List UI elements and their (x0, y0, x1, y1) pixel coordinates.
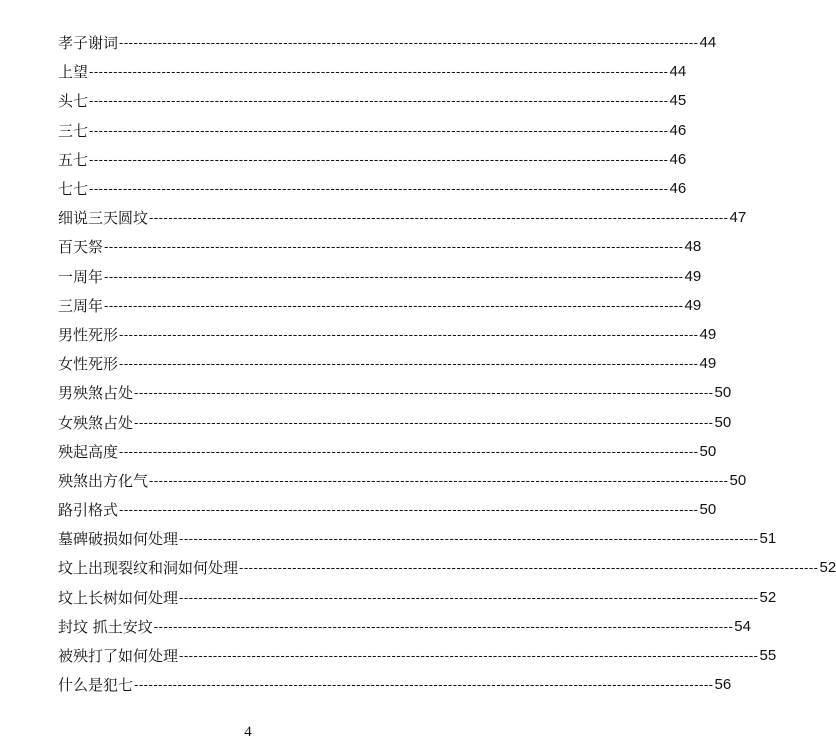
toc-entry-page: 46 (669, 121, 687, 139)
toc-entry-title: 五七 (58, 150, 89, 169)
toc-entry (58, 320, 717, 349)
toc-entry-title: 什么是犯七 (58, 676, 134, 695)
toc-entry-title: 女性死形 (58, 355, 119, 374)
toc-entry (58, 86, 687, 115)
toc-entry-title: 头七 (58, 92, 89, 111)
toc-entry (58, 437, 717, 466)
toc-entry-title: 封坟 抓土安坟 (58, 617, 153, 636)
toc-entry-page: 49 (699, 355, 717, 373)
toc-entry-title: 男性死形 (58, 325, 119, 344)
toc-entry (58, 670, 732, 699)
toc-entry (58, 57, 687, 86)
toc-entry-page: 52 (819, 559, 836, 577)
toc-entry-page: 50 (699, 501, 717, 519)
toc-entry-title: 女殃煞占处 (58, 413, 134, 432)
toc-entry-title: 三周年 (58, 296, 104, 315)
toc-entry-title: 三七 (58, 121, 89, 140)
toc-entry (58, 378, 732, 407)
dot-leader: ------------------------------------------------------------------------------------------------------------------------ (134, 414, 714, 430)
dot-leader: ------------------------------------------------------------------------------------------------------------------------ (134, 677, 714, 693)
toc-entry-title: 坟上出现裂纹和洞如何处理 (58, 559, 239, 578)
toc-entry-title: 上望 (58, 63, 89, 82)
dot-leader: ------------------------------------------------------------------------------------------------------------------------ (153, 618, 734, 634)
toc-entry-page: 50 (729, 471, 747, 489)
toc-entry-page: 44 (669, 63, 687, 81)
toc-entry-page: 51 (759, 530, 777, 548)
toc-entry-page: 47 (729, 209, 747, 227)
dot-leader: ------------------------------------------------------------------------------------------------------------------------ (104, 268, 684, 284)
dot-leader: ------------------------------------------------------------------------------------------------------------------------ (89, 64, 669, 80)
table-of-contents (58, 28, 836, 699)
dot-leader: ------------------------------------------------------------------------------------------------------------------------ (239, 560, 819, 576)
dot-leader: ------------------------------------------------------------------------------------------------------------------------ (119, 326, 699, 342)
dot-leader: ------------------------------------------------------------------------------------------------------------------------ (179, 589, 759, 605)
toc-entry (58, 553, 836, 582)
toc-entry-page: 49 (699, 325, 717, 343)
toc-entry-page: 44 (699, 34, 717, 52)
toc-entry (58, 203, 747, 232)
toc-entry (58, 583, 777, 612)
toc-entry-page: 50 (714, 413, 732, 431)
toc-entry (58, 28, 717, 57)
toc-entry-title: 被殃打了如何处理 (58, 647, 179, 666)
toc-entry-title: 墓碑破损如何处理 (58, 530, 179, 549)
toc-entry-title: 七七 (58, 180, 89, 199)
toc-entry-page: 54 (734, 617, 751, 635)
dot-leader: ------------------------------------------------------------------------------------------------------------------------ (119, 35, 699, 51)
toc-entry-title: 百天祭 (58, 238, 104, 257)
toc-entry-page: 48 (684, 238, 702, 256)
toc-entry (58, 466, 747, 495)
toc-entry-page: 52 (759, 588, 777, 606)
toc-entry-page: 46 (669, 180, 687, 198)
dot-leader: ------------------------------------------------------------------------------------------------------------------------ (179, 648, 759, 664)
toc-entry-title: 孝子谢词 (58, 34, 119, 53)
toc-entry (58, 524, 777, 553)
toc-entry (58, 349, 717, 378)
toc-entry-title: 男殃煞占处 (58, 384, 134, 403)
toc-entry (58, 495, 717, 524)
dot-leader: ------------------------------------------------------------------------------------------------------------------------ (149, 472, 729, 488)
toc-entry (58, 407, 732, 436)
dot-leader: ------------------------------------------------------------------------------------------------------------------------ (89, 122, 669, 138)
toc-entry-page: 49 (684, 267, 702, 285)
toc-entry (58, 232, 702, 261)
dot-leader: ------------------------------------------------------------------------------------------------------------------------ (89, 93, 669, 109)
toc-entry-title: 殃煞出方化气 (58, 471, 149, 490)
toc-entry (58, 145, 687, 174)
dot-leader: ------------------------------------------------------------------------------------------------------------------------ (179, 531, 759, 547)
dot-leader: ------------------------------------------------------------------------------------------------------------------------ (89, 151, 669, 167)
toc-entry-title: 坟上长树如何处理 (58, 588, 179, 607)
toc-entry (58, 116, 687, 145)
toc-entry-page: 49 (684, 296, 702, 314)
dot-leader: ------------------------------------------------------------------------------------------------------------------------ (119, 356, 699, 372)
toc-entry (58, 174, 687, 203)
dot-leader: ------------------------------------------------------------------------------------------------------------------------ (89, 181, 669, 197)
toc-entry-page: 55 (759, 647, 777, 665)
toc-entry-title: 细说三天圆坟 (58, 209, 149, 228)
toc-entry-page: 50 (699, 442, 717, 460)
dot-leader: ------------------------------------------------------------------------------------------------------------------------ (119, 502, 699, 518)
dot-leader: ------------------------------------------------------------------------------------------------------------------------ (134, 385, 714, 401)
toc-entry (58, 262, 702, 291)
dot-leader: ------------------------------------------------------------------------------------------------------------------------ (149, 210, 729, 226)
toc-entry-title: 一周年 (58, 267, 104, 286)
page-number: 4 (244, 724, 252, 740)
dot-leader: ------------------------------------------------------------------------------------------------------------------------ (104, 239, 684, 255)
toc-entry-page: 50 (714, 384, 732, 402)
toc-entry (58, 641, 777, 670)
dot-leader: ------------------------------------------------------------------------------------------------------------------------ (119, 443, 699, 459)
toc-entry (58, 612, 751, 641)
toc-entry-page: 45 (669, 92, 687, 110)
dot-leader: ------------------------------------------------------------------------------------------------------------------------ (104, 297, 684, 313)
toc-entry-title: 路引格式 (58, 501, 119, 520)
toc-entry-title: 殃起高度 (58, 442, 119, 461)
toc-entry-page: 46 (669, 150, 687, 168)
toc-entry-page: 56 (714, 676, 732, 694)
toc-entry (58, 291, 702, 320)
